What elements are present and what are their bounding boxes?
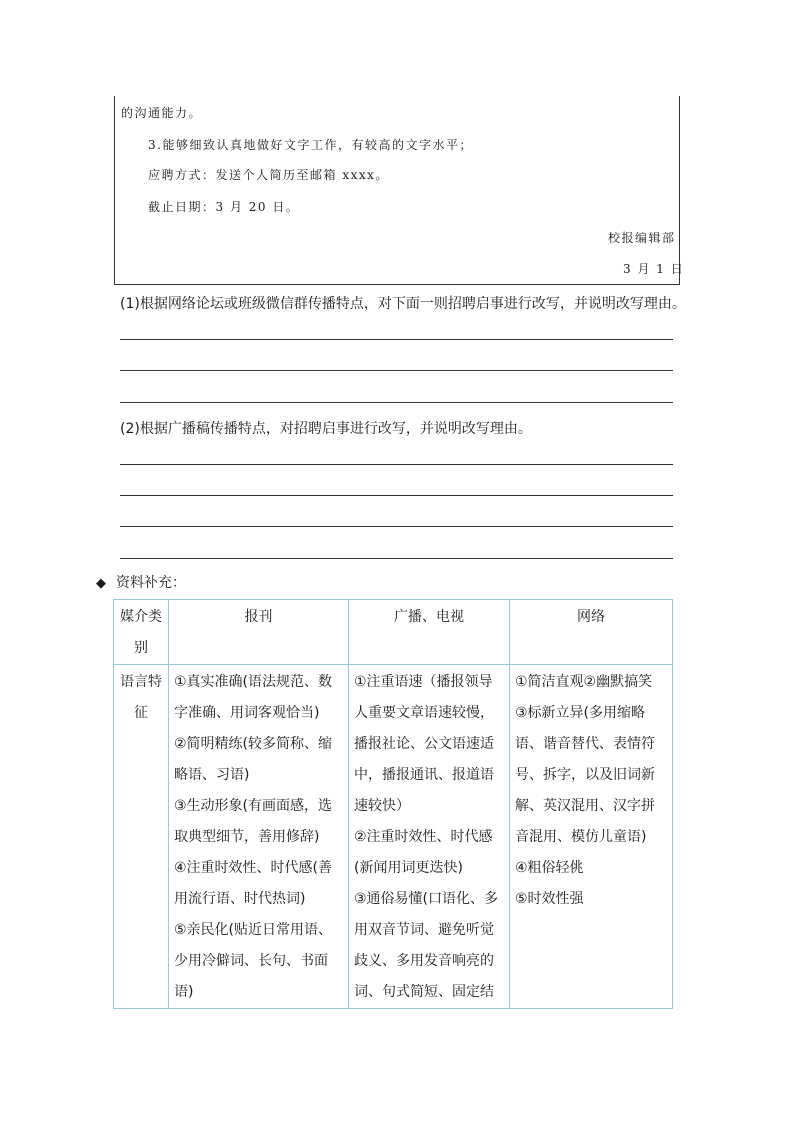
list-item: ④粗俗轻佻 xyxy=(515,860,584,876)
question-1: (1)根据网络论坛或班级微信群传播特点，对下面一则招聘启事进行改写，并说明改写理由。 xyxy=(120,296,686,312)
list-item: ①注重语速（播报领导人重要文章语速较慢，播报社论、公文语速适中，播报通讯、报道语速较快） xyxy=(354,674,494,814)
list-item: ③通俗易懂(口语化、多用双音节词、避免听觉歧义、多用发音响亮的词、句式简短、固定结 xyxy=(354,891,499,1000)
diamond-bullet-icon: ◆ xyxy=(96,576,106,591)
notice-line-deadline: 截止日期：3 月 20 日。 xyxy=(148,200,300,214)
job-notice-box xyxy=(114,96,680,285)
table-row xyxy=(114,665,673,1009)
list-item: ③标新立异(多用缩略语、谐音替代、表情符号、拆字，以及旧词新解、英汉混用、汉字拼音混用、模仿儿童语) xyxy=(515,705,655,845)
answer-line[interactable] xyxy=(120,495,673,496)
notice-line-application-method: 应聘方式：发送个人简历至邮箱 xxxx。 xyxy=(148,168,389,182)
list-item: ⑤时效性强 xyxy=(515,891,584,907)
list-item: ②注重时效性、时代感(新闻用词更迭快) xyxy=(354,829,493,876)
list-item: ②简明精练(较多简称、缩略语、习语) xyxy=(174,736,333,783)
answer-line[interactable] xyxy=(120,339,673,340)
cell-internet-features xyxy=(510,665,673,1009)
answer-line[interactable] xyxy=(120,558,673,559)
supplement-title: 资料补充： xyxy=(116,575,186,591)
supplement-heading xyxy=(96,572,186,592)
header-internet: 网络 xyxy=(510,600,673,665)
media-language-table xyxy=(113,599,673,1009)
answer-line[interactable] xyxy=(120,370,673,371)
list-item: ⑤亲民化(贴近日常用语、少用冷僻词、长句、书面语) xyxy=(174,922,333,1000)
list-item: ③生动形象(有画面感，选取典型细节，善用修辞) xyxy=(174,798,333,845)
question-2: (2)根据广播稿传播特点，对招聘启事进行改写，并说明改写理由。 xyxy=(120,421,532,437)
answer-line[interactable] xyxy=(120,464,673,465)
row-label-language-features: 语言特征 xyxy=(114,665,169,1009)
list-item: ①简洁直观②幽默搞笑 xyxy=(515,674,653,690)
list-item: ④注重时效性、时代感(善用流行语、时代热词) xyxy=(174,860,333,907)
answer-line[interactable] xyxy=(120,526,673,527)
notice-line-ability: 的沟通能力。 xyxy=(121,106,203,120)
cell-newspaper-features xyxy=(169,665,349,1009)
notice-line-requirement-3: 3.能够细致认真地做好文字工作，有较高的文字水平； xyxy=(148,138,473,152)
list-item: ①真实准确(语法规范、数字准确、用词客观恰当) xyxy=(174,674,333,721)
header-media-category: 媒介类别 xyxy=(114,600,169,665)
answer-line[interactable] xyxy=(120,402,673,403)
notice-signature: 校报编辑部 xyxy=(608,231,676,245)
cell-broadcast-features xyxy=(349,665,510,1009)
header-newspaper: 报刊 xyxy=(169,600,349,665)
table-header-row xyxy=(114,600,673,665)
notice-date: 3 月 1 日 xyxy=(623,262,685,276)
header-broadcast-tv: 广播、电视 xyxy=(349,600,510,665)
